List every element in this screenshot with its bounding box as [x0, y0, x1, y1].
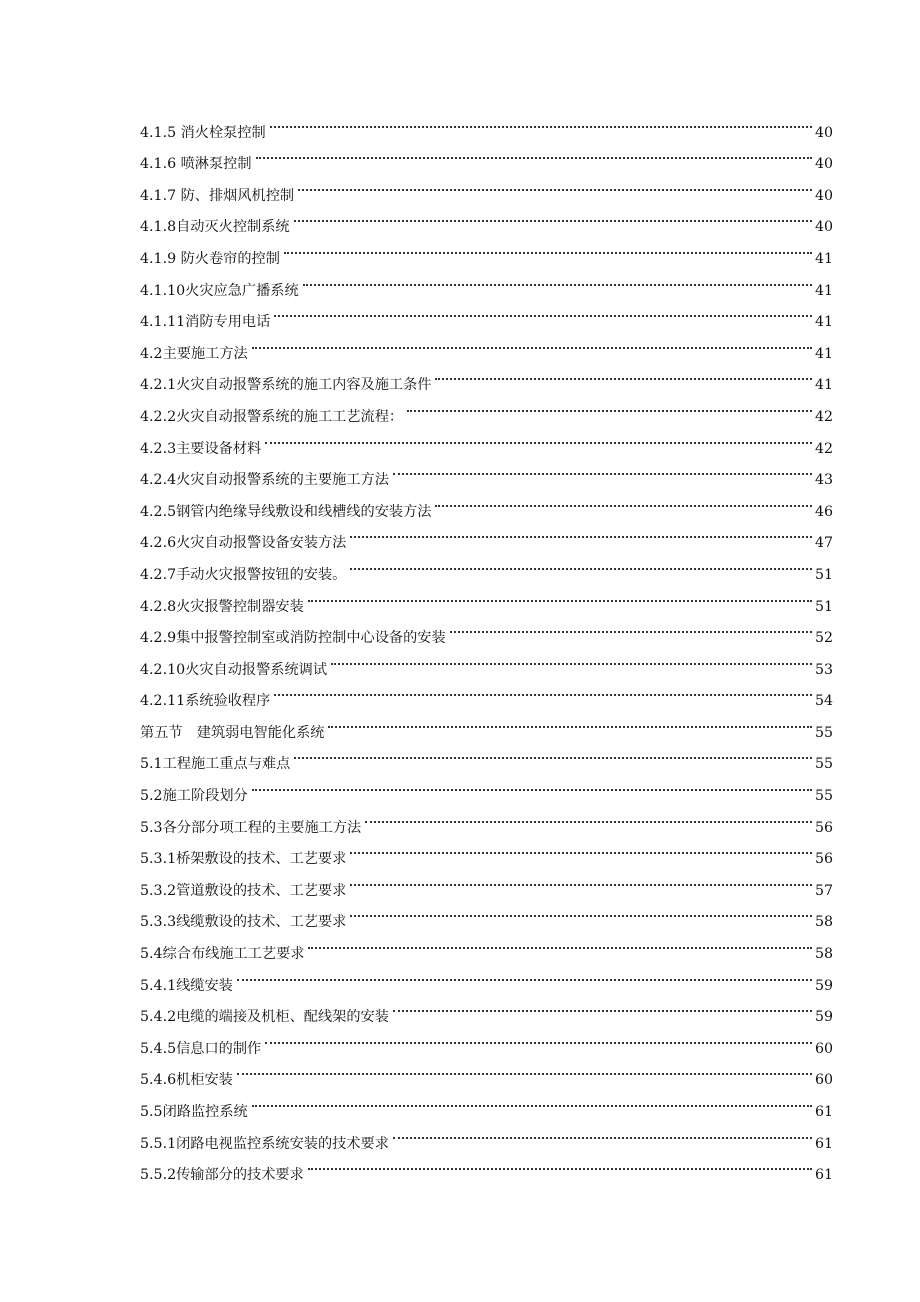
toc-entry-page-number: 60 — [814, 1072, 833, 1089]
toc-entry-title: 5.5闭路监控系统 — [140, 1104, 248, 1120]
toc-entry-title: 4.1.7 防、排烟风机控制 — [140, 187, 295, 204]
toc-entry-page-number: 56 — [814, 819, 833, 836]
toc-dot-leader — [365, 800, 812, 832]
toc-entry-page-number: 52 — [814, 630, 833, 647]
toc-entry-page-number: 43 — [814, 472, 833, 489]
toc-dot-leader — [274, 674, 812, 706]
toc-entry-page-number: 51 — [814, 566, 833, 583]
toc-entry-page-number: 55 — [814, 756, 833, 773]
toc-entry-title: 4.2.2火灾自动报警系统的施工工艺流程： — [140, 408, 404, 425]
toc-dot-leader — [350, 895, 812, 927]
toc-entry-page-number: 40 — [814, 124, 833, 141]
toc-entry-title: 5.3.1桥架敷设的技术、工艺要求 — [140, 851, 347, 868]
toc-entry-title: 4.2.4火灾自动报警系统的主要施工方法 — [140, 472, 389, 489]
toc-dot-leader — [274, 295, 812, 327]
toc-entry-page-number: 61 — [814, 1167, 833, 1184]
toc-entry-title: 5.3各分部分项工程的主要施工方法 — [140, 819, 362, 836]
toc-entry-title: 5.3.2管道敷设的技术、工艺要求 — [140, 882, 347, 899]
toc-entry-page-number: 54 — [814, 693, 833, 710]
toc-entry-page-number: 47 — [814, 535, 833, 552]
toc-entry-title: 5.4.5信息口的制作 — [140, 1040, 262, 1057]
toc-entry[interactable] — [140, 1053, 833, 1089]
toc-entry-page-number: 55 — [814, 788, 833, 805]
toc-entry-title: 4.2主要施工方法 — [140, 345, 248, 362]
toc-entry[interactable] — [140, 1084, 833, 1120]
toc-dot-leader — [252, 1084, 812, 1116]
toc-dot-leader — [350, 516, 812, 548]
toc-entry-title: 5.3.3线缆敷设的技术、工艺要求 — [140, 914, 347, 931]
toc-dot-leader — [393, 1116, 812, 1148]
toc-entry[interactable] — [140, 105, 833, 141]
toc-entry-page-number: 41 — [814, 314, 833, 331]
toc-entry-page-number: 41 — [814, 282, 833, 299]
toc-entry-title: 5.1工程施工重点与难点 — [140, 756, 291, 773]
toc-dot-leader — [350, 547, 812, 579]
toc-entry-title: 5.4综合布线施工工艺要求 — [140, 946, 305, 963]
toc-dot-leader — [393, 453, 812, 485]
toc-dot-leader — [308, 926, 811, 958]
toc-entry-title: 4.1.6 喷淋泵控制 — [140, 156, 252, 173]
toc-dot-leader — [407, 389, 812, 421]
toc-dot-leader — [256, 137, 812, 169]
toc-entry-page-number: 60 — [814, 1040, 833, 1057]
toc-dot-leader — [328, 705, 811, 737]
toc-entry-page-number: 41 — [814, 345, 833, 362]
toc-entry[interactable] — [140, 990, 833, 1026]
toc-entry-title: 4.2.5钢管内绝缘导线敷设和线槽线的安装方法 — [140, 503, 432, 520]
toc-entry-title: 5.5.2传输部分的技术要求 — [140, 1167, 304, 1184]
toc-entry-page-number: 51 — [814, 598, 833, 615]
toc-entry-page-number: 56 — [814, 851, 833, 868]
toc-entry-page-number: 58 — [814, 914, 833, 931]
toc-dot-leader — [303, 263, 812, 295]
toc-entry-page-number: 59 — [814, 1009, 833, 1026]
toc-entry-title: 5.5.1闭路电视监控系统安装的技术要求 — [140, 1135, 389, 1152]
toc-dot-leader — [237, 1053, 812, 1085]
toc-entry-page-number: 40 — [814, 219, 833, 236]
toc-dot-leader — [265, 421, 812, 453]
toc-entry-page-number: 55 — [814, 724, 833, 741]
toc-dot-leader — [331, 642, 812, 674]
toc-entry-page-number: 59 — [814, 977, 833, 994]
toc-entry-title: 4.1.11消防专用电话 — [140, 314, 271, 331]
toc-entry-title: 4.2.3主要设备材料 — [140, 440, 262, 457]
toc-entry-page-number: 40 — [814, 156, 833, 173]
toc-entry-title: 4.2.1火灾自动报警系统的施工内容及施工条件 — [140, 377, 432, 394]
toc-entry-page-number: 61 — [814, 1104, 833, 1120]
toc-entry-page-number: 40 — [814, 187, 833, 204]
toc-dot-leader — [252, 768, 812, 800]
toc-dot-leader — [393, 990, 812, 1022]
toc-dot-leader — [294, 200, 812, 232]
toc-entry-page-number: 42 — [814, 440, 833, 457]
table-of-contents — [140, 105, 833, 1184]
toc-entry-page-number: 46 — [814, 503, 833, 520]
toc-entry-title: 5.2施工阶段划分 — [140, 788, 248, 805]
toc-dot-leader — [350, 832, 812, 864]
toc-dot-leader — [237, 958, 812, 990]
toc-dot-leader — [298, 168, 812, 200]
toc-entry-title: 4.1.8自动灭火控制系统 — [140, 219, 290, 236]
toc-dot-leader — [270, 105, 812, 137]
toc-entry-page-number: 57 — [814, 882, 833, 899]
toc-entry-title: 第五节 建筑弱电智能化系统 — [140, 724, 325, 741]
toc-entry-title: 4.2.10火灾自动报警系统调试 — [140, 661, 328, 678]
toc-entry-title: 4.2.8火灾报警控制器安装 — [140, 598, 304, 615]
toc-dot-leader — [265, 1021, 812, 1053]
toc-dot-leader — [435, 358, 811, 390]
toc-dot-leader — [308, 579, 812, 611]
toc-entry-title: 4.1.5 消火栓泵控制 — [140, 124, 266, 141]
toc-entry-page-number: 58 — [814, 946, 833, 963]
toc-entry-page-number: 42 — [814, 408, 833, 425]
toc-entry-title: 4.2.6火灾自动报警设备安装方法 — [140, 535, 347, 552]
toc-entry-title: 5.4.1线缆安装 — [140, 977, 233, 994]
toc-entry-title: 4.1.10火灾应急广播系统 — [140, 282, 299, 299]
toc-dot-leader — [350, 863, 812, 895]
toc-entry-title: 4.2.11系统验收程序 — [140, 693, 271, 710]
toc-dot-leader — [450, 611, 812, 643]
toc-entry-page-number: 53 — [814, 661, 833, 678]
toc-entry-title: 4.1.9 防火卷帘的控制 — [140, 250, 280, 267]
toc-entry-title: 5.4.2电缆的端接及机柜、配线架的安装 — [140, 1009, 389, 1026]
toc-dot-leader — [252, 326, 812, 358]
toc-dot-leader — [435, 484, 811, 516]
toc-entry-title: 5.4.6机柜安装 — [140, 1072, 233, 1089]
toc-entry-page-number: 41 — [814, 377, 833, 394]
toc-dot-leader — [284, 231, 812, 263]
toc-entry-page-number: 41 — [814, 250, 833, 267]
toc-entry-page-number: 61 — [814, 1135, 833, 1152]
toc-dot-leader — [294, 737, 812, 769]
toc-entry[interactable] — [140, 958, 833, 994]
toc-entry-title: 4.2.7手动火灾报警按钮的安装。 — [140, 566, 347, 583]
toc-dot-leader — [308, 1148, 812, 1180]
toc-entry-title: 4.2.9集中报警控制室或消防控制中心设备的安装 — [140, 630, 446, 647]
